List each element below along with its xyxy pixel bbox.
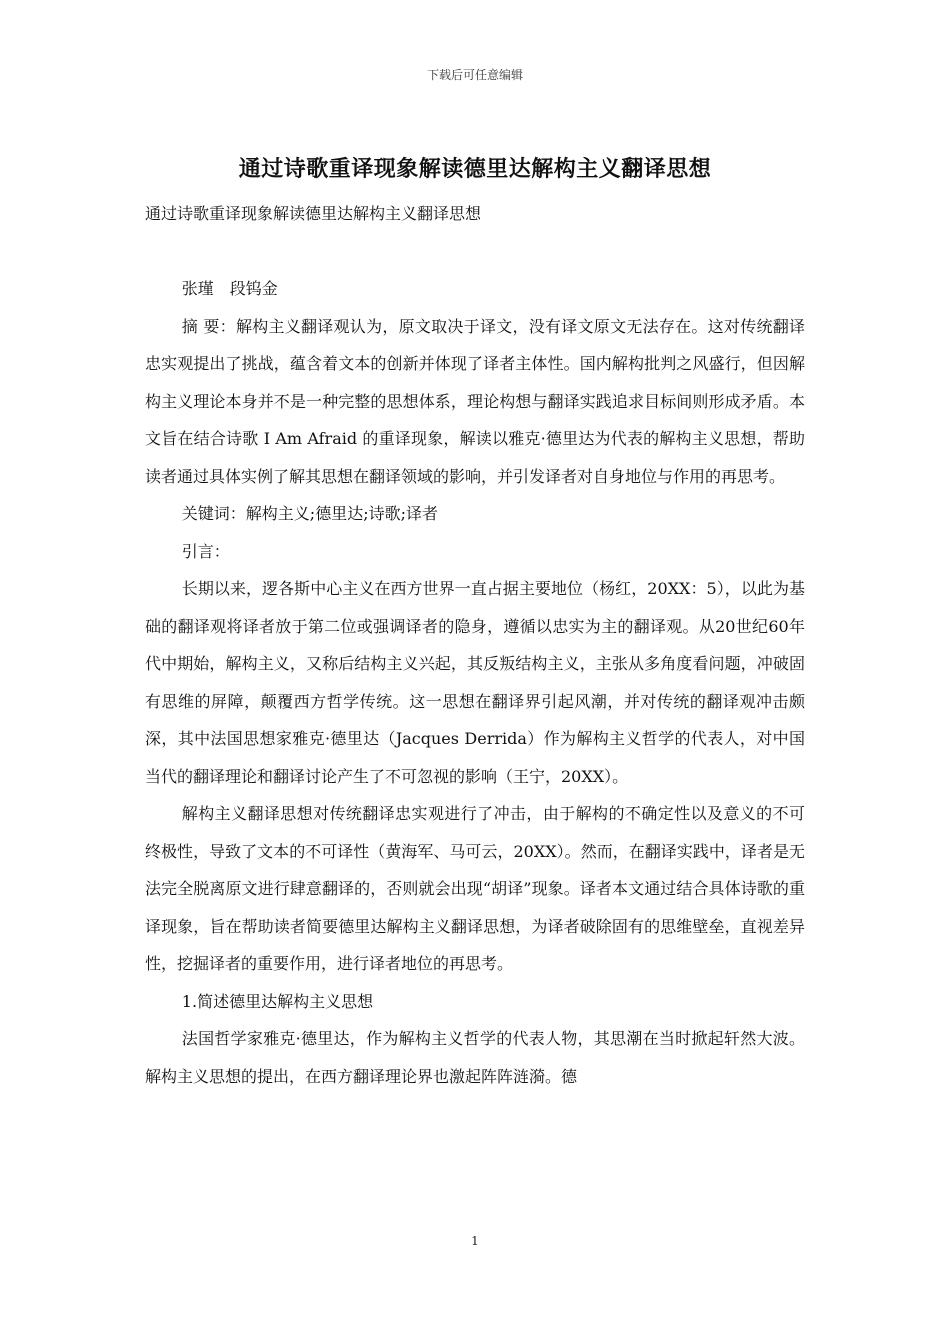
header-note: 下载后可任意编辑	[426, 68, 523, 82]
abstract-paragraph: 摘 要：解构主义翻译观认为，原文取决于译文，没有译文原文无法存在。这对传统翻译忠实观提出了挑战，蕴含着文本的创新并体现了译者主体性。国内解构批判之风盛行，但因解构主义理论本身并不是一种完整的思想体系，理论构想与翻译实践追求目标间则形成矛盾。本文旨在结合诗歌 I Am Afraid 的重译现象，解读以雅克·德里达为代表的解构主义思想，帮助读者通过具体实例了解其思想在翻译领域的影响，并引发译者对自身地位与作用的再思考。	[145, 316, 805, 486]
body-paragraph: 解构主义翻译思想对传统翻译忠实观进行了冲击，由于解构的不确定性以及意义的不可终极性，导致了文本的不可译性（黄海军、马可云，20XX）。然而，在翻译实践中，译者是无法完全脱离原文进行肆意翻译的，否则就会出现“胡译”现象。译者本文通过结合具体诗歌的重译现象，旨在帮助读者简要德里达解构主义翻译思想，为译者破除固有的思维壁垒，直视差异性，挖掘译者的重要作用，进行译者地位的再思考。	[145, 804, 805, 973]
document-subtitle: 通过诗歌重译现象解读德里达解构主义翻译思想	[145, 204, 482, 223]
keywords-line: 关键词：解构主义;德里达;诗歌;译者	[181, 504, 438, 523]
page-number: 1	[471, 1234, 479, 1248]
authors-line: 张瑾 段钨金	[181, 279, 278, 298]
section-heading: 1.简述德里达解构主义思想	[181, 991, 374, 1011]
section-paragraph: 法国哲学家雅克·德里达，作为解构主义哲学的代表人物，其思潮在当时掀起轩然大波。解构主义思想的提出，在西方翻译理论界也激起阵阵涟漪。德	[145, 1029, 805, 1086]
document-body	[145, 270, 805, 1095]
intro-heading: 引言：	[181, 541, 230, 561]
page-title: 通过诗歌重译现象解读德里达解构主义翻译思想	[238, 156, 712, 182]
body-paragraph: 长期以来，逻各斯中心主义在西方世界一直占据主要地位（杨红，20XX：5），以此为基础的翻译观将译者放于第二位或强调译者的隐身，遵循以忠实为主的翻译观。从20世纪60年代中期始，解构主义，又称后结构主义兴起，其反叛结构主义，主张从多角度看问题，冲破固有思维的屏障，颠覆西方哲学传统。这一思想在翻译界引起风潮，并对传统的翻译观冲击颇深，其中法国思想家雅克·德里达（Jacques Derrida）作为解构主义哲学的代表人，对中国当代的翻译理论和翻译讨论产生了不可忽视的影响（王宁，20XX）。	[145, 579, 805, 786]
